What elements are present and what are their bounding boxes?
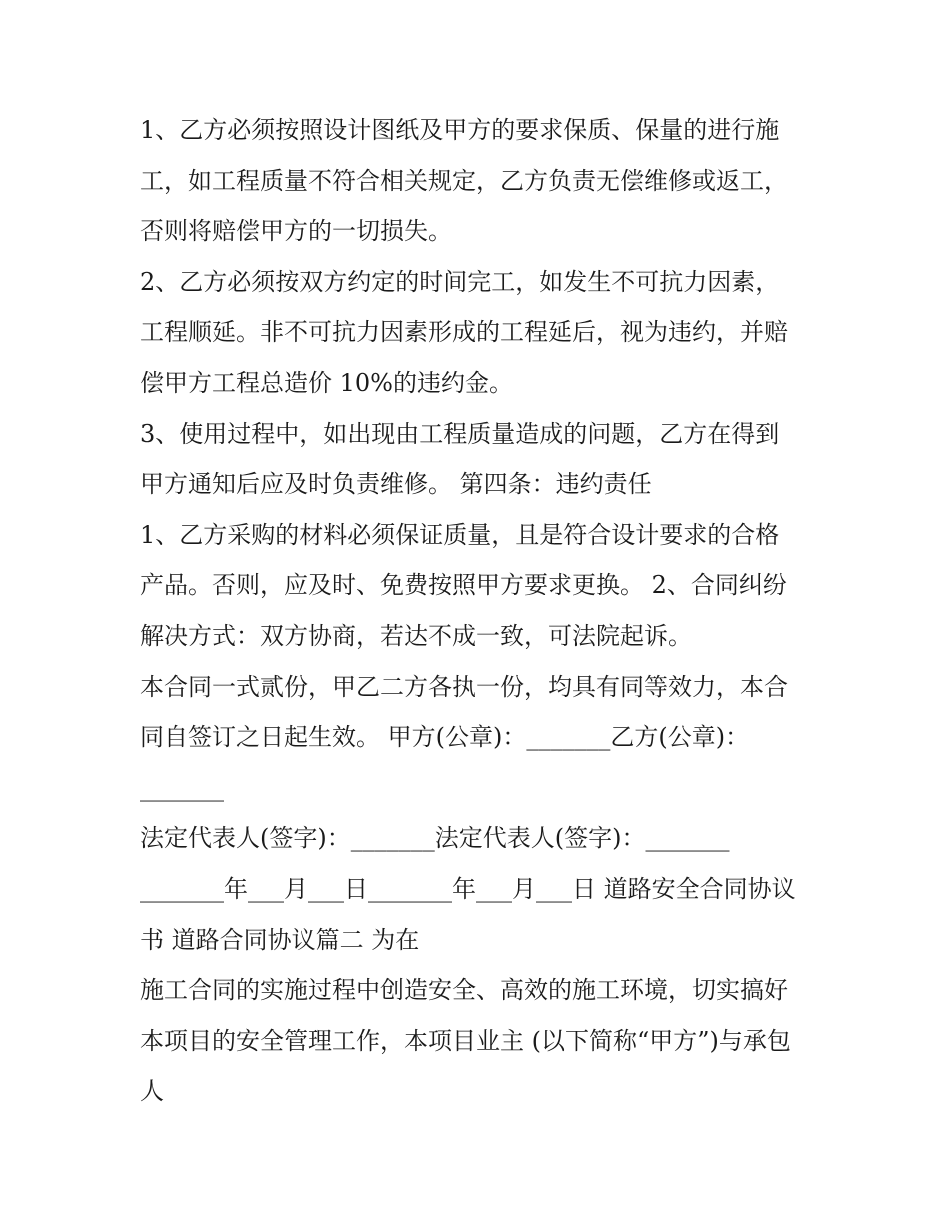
text-line: 1、乙方必须按照设计图纸及甲方的要求保质、保量的进行施 xyxy=(140,116,780,144)
text-line: 否则将赔偿甲方的一切损失。 xyxy=(140,217,452,246)
text-line: 工程顺延。非不可抗力因素形成的工程延后，视为违约，并赔 xyxy=(140,318,788,347)
text-line: 本合同一式贰份，甲乙二方各执一份，均具有同等效力，本合 xyxy=(140,672,788,701)
text-line: _______ xyxy=(140,773,224,802)
text-line: _______年___月___日_______年___月___日 道路安全合同协议 xyxy=(140,874,796,903)
text-line: 3、使用过程中，如出现由工程质量造成的问题，乙方在得到 xyxy=(140,419,780,448)
text-line: 1、乙方采购的材料必须保证质量，且是符合设计要求的合格 xyxy=(140,520,780,549)
text-line: 法定代表人(签字)：_______法定代表人(签字)：_______ xyxy=(140,824,730,853)
contract-text xyxy=(140,105,820,1117)
text-line: 解决方式：双方协商，若达不成一致，可法院起诉。 xyxy=(140,621,692,650)
text-line: 甲方通知后应及时负责维修。 第四条：违约责任 xyxy=(140,470,652,499)
text-line: 书 道路合同协议篇二 为在 xyxy=(140,925,420,954)
text-line: 偿甲方工程总造价 10%的违约金。 xyxy=(140,368,513,397)
text-line: 同自签订之日起生效。 甲方(公章)：_______乙方(公章)： xyxy=(140,723,750,752)
text-line: 产品。否则，应及时、免费按照甲方要求更换。 2、合同纠纷 xyxy=(140,571,787,600)
text-line: 2、乙方必须按双方约定的时间完工，如发生不可抗力因素， xyxy=(140,267,780,296)
text-line: 工，如工程质量不符合相关规定，乙方负责无偿维修或返工， xyxy=(140,166,788,195)
text-line: 人 xyxy=(140,1077,164,1106)
text-line: 施工合同的实施过程中创造安全、高效的施工环境，切实搞好 xyxy=(140,976,788,1005)
text-line: 本项目的安全管理工作，本项目业主 (以下简称“甲方”)与承包 xyxy=(140,1026,791,1055)
